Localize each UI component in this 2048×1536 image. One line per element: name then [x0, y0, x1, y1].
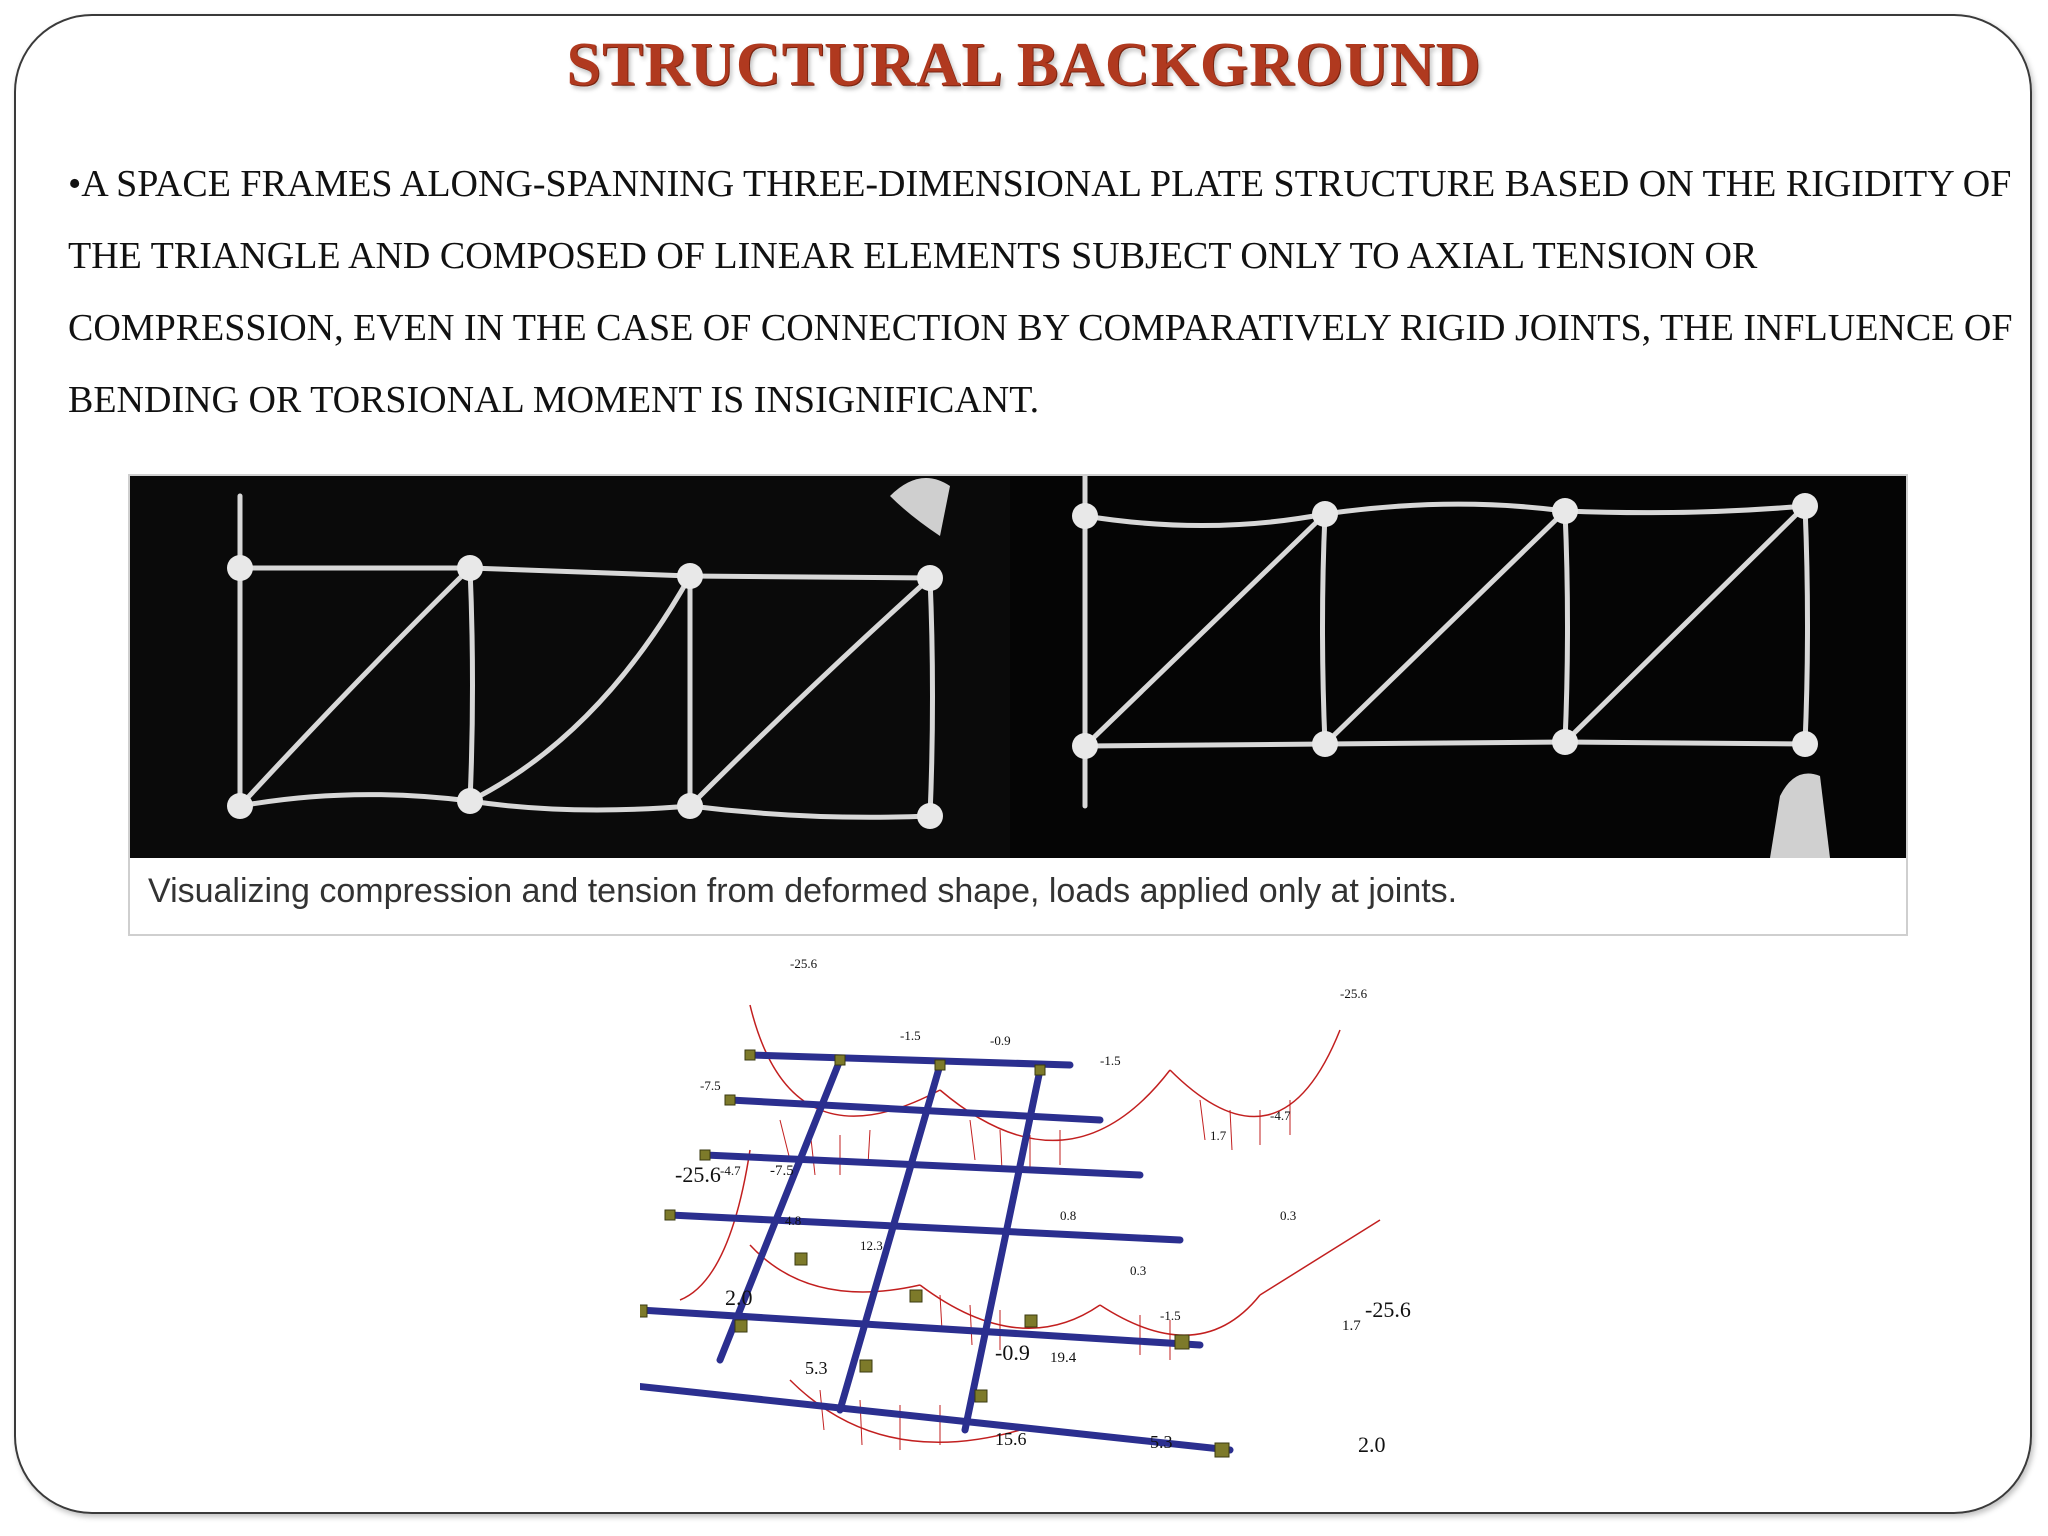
label-v-r: 4.8	[785, 1213, 802, 1228]
label-v-g: -1.5	[1100, 1053, 1121, 1068]
label-corner-left: -25.6	[675, 1162, 721, 1187]
truss-photos	[130, 476, 1906, 934]
label-v-l: 5.3	[1150, 1432, 1173, 1452]
label-v-u: 1.7	[1342, 1318, 1361, 1334]
label-v-k: 5.3	[805, 1358, 828, 1378]
grid-beams	[640, 1055, 1230, 1450]
label-corner-top-right: -25.6	[1340, 986, 1368, 1001]
label-v-j: 2.0	[1358, 1432, 1386, 1457]
label-v-b: -7.5	[770, 1163, 794, 1179]
label-v-t: 0.3	[1130, 1263, 1147, 1278]
slide-title: STRUCTURAL BACKGROUND	[566, 31, 1482, 99]
label-v-d: -4.7	[1270, 1108, 1291, 1123]
label-v-v: -1.5	[1160, 1308, 1181, 1323]
label-v-f: -0.9	[990, 1033, 1011, 1048]
moment-value-labels-large	[675, 1162, 1411, 1457]
label-v-a: -7.5	[700, 1078, 721, 1093]
label-v-i: 2.0	[725, 1285, 753, 1310]
moment-hatching	[780, 1100, 1290, 1450]
label-v-m: 15.6	[995, 1429, 1027, 1449]
label-v-c: -4.7	[720, 1163, 741, 1178]
slide-paragraph: •A SPACE FRAMES ALONG-SPANNING THREE-DIMENSIONAL PLATE STRUCTURE BASED ON THE RIGIDITY OF THE TRIANGLE AND COMPOSED OF LINEAR ELEMENTS SUBJECT ONLY TO AXIAL TENSION OR COMPRESSION, EVEN IN THE CASE OF CONNECTION BY COMPARATIVELY RIGID JOINTS, THE INFLUENCE OF BENDING OR TORSIONAL MOMENT IS INSIGNIFICANT.	[68, 163, 2013, 421]
label-v-q: 0.3	[1280, 1208, 1297, 1223]
label-v-s: 0.8	[1060, 1208, 1077, 1223]
label-v-o: 12.3	[860, 1238, 883, 1253]
label-v-n: 19.4	[1050, 1350, 1077, 1366]
grid-moment-diagram	[640, 950, 1460, 1470]
label-v-e: -1.5	[900, 1028, 921, 1043]
label-v-h: -0.9	[995, 1340, 1030, 1365]
figure-caption: Visualizing compression and tension from deformed shape, loads applied only at joints.	[148, 872, 1458, 910]
label-v-p: 1.7	[1210, 1128, 1227, 1143]
truss-photo-figure	[128, 474, 1908, 936]
label-corner-top-left: -25.6	[790, 956, 818, 971]
label-corner-right: -25.6	[1365, 1297, 1411, 1322]
